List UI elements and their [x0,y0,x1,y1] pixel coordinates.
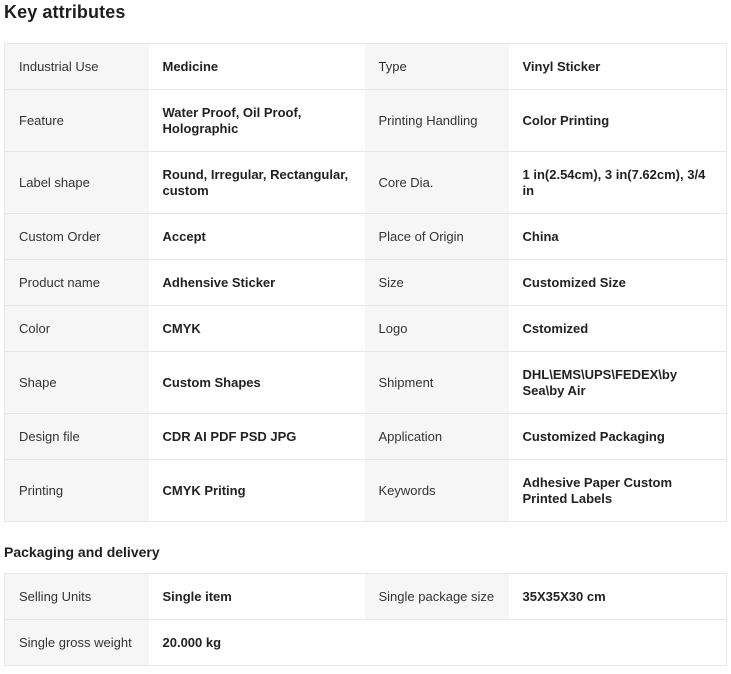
attribute-label: Selling Units [5,574,149,620]
attribute-label: Industrial Use [5,44,149,90]
attribute-label: Label shape [5,152,149,214]
attribute-label: Core Dia. [365,152,509,214]
attribute-label: Custom Order [5,214,149,260]
attribute-value: Water Proof, Oil Proof, Holographic [149,90,365,152]
table-row [5,214,727,260]
key-attributes-heading: Key attributes [4,2,126,22]
attribute-label: Single gross weight [5,620,149,666]
empty-cell [365,620,509,666]
attribute-label: Type [365,44,509,90]
key-attributes-table [4,43,727,522]
attribute-label: Logo [365,306,509,352]
attribute-value: Cstomized [509,306,727,352]
attribute-label: Printing Handling [365,90,509,152]
attribute-label: Place of Origin [365,214,509,260]
attribute-label: Printing [5,460,149,522]
attribute-value: Customized Size [509,260,727,306]
attribute-label: Keywords [365,460,509,522]
attribute-label: Product name [5,260,149,306]
attribute-value: Customized Packaging [509,414,727,460]
attribute-value: CDR AI PDF PSD JPG [149,414,365,460]
attribute-value: Adhesive Paper Custom Printed Labels [509,460,727,522]
attribute-label: Shape [5,352,149,414]
attribute-value: DHL\EMS\UPS\FEDEX\by Sea\by Air [509,352,727,414]
attribute-value: CMYK Priting [149,460,365,522]
empty-cell [509,620,727,666]
attribute-value: Single item [149,574,365,620]
attribute-value: 1 in(2.54cm), 3 in(7.62cm), 3/4 in [509,152,727,214]
attribute-label: Feature [5,90,149,152]
attribute-label: Design file [5,414,149,460]
table-row [5,260,727,306]
attribute-value: 35X35X30 cm [509,574,727,620]
attribute-value: Color Printing [509,90,727,152]
packaging-heading: Packaging and delivery [4,544,160,560]
attribute-value: Medicine [149,44,365,90]
table-row [5,574,727,620]
table-row [5,352,727,414]
table-row [5,152,727,214]
attribute-value: Adhensive Sticker [149,260,365,306]
attribute-label: Application [365,414,509,460]
attribute-label: Shipment [365,352,509,414]
attribute-value: CMYK [149,306,365,352]
table-row [5,306,727,352]
packaging-table [4,573,727,666]
table-row [5,44,727,90]
attribute-label: Single package size [365,574,509,620]
attribute-value: Accept [149,214,365,260]
table-row [5,90,727,152]
table-row [5,620,727,666]
attribute-label: Color [5,306,149,352]
attribute-value: Round, Irregular, Rectangular, custom [149,152,365,214]
table-row [5,414,727,460]
attribute-value: 20.000 kg [149,620,365,666]
table-row [5,460,727,522]
attribute-label: Size [365,260,509,306]
attribute-value: China [509,214,727,260]
attribute-value: Custom Shapes [149,352,365,414]
attribute-value: Vinyl Sticker [509,44,727,90]
